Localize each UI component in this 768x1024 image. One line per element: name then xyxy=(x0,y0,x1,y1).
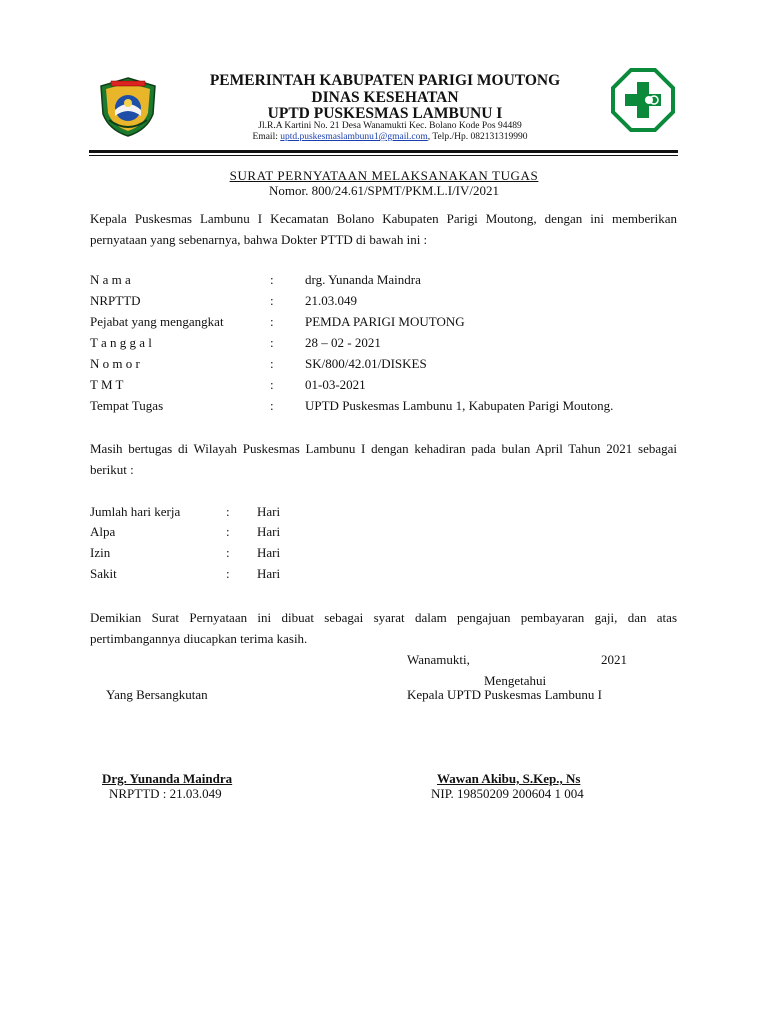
acknowledged-label: Mengetahui xyxy=(484,673,547,688)
field-value: drg. Yunanda Maindra xyxy=(305,272,421,287)
header-unit: UPTD PUSKESMAS LAMBUNU I xyxy=(267,105,503,122)
intro-paragraph: Kepala Puskesmas Lambunu I Kecamatan Bolano Kabupaten Parigi Moutong, dengan ini memberikan pernyataan yang sebenarnya, bahwa Dokter PTTD di bawah ini : xyxy=(90,211,677,247)
field-colon: : xyxy=(270,398,274,413)
left-signer-id: NRPTTD : 21.03.049 xyxy=(109,786,222,801)
left-signer-role: Yang Bersangkutan xyxy=(106,687,208,702)
attendance-value: Hari xyxy=(257,504,281,519)
attendance-colon: : xyxy=(226,566,230,581)
field-value: SK/800/42.01/DISKES xyxy=(305,356,427,371)
field-colon: : xyxy=(270,335,274,350)
field-label: N a m a xyxy=(90,272,131,287)
attendance-label: Alpa xyxy=(90,524,116,539)
field-label: Tempat Tugas xyxy=(90,398,164,413)
field-label: T a n g g a l xyxy=(90,335,152,350)
attendance-value: Hari xyxy=(257,524,281,539)
signature-year: 2021 xyxy=(601,652,627,667)
field-colon: : xyxy=(270,272,274,287)
field-colon: : xyxy=(270,293,274,308)
field-label: Pejabat yang mengangkat xyxy=(90,314,224,329)
field-value: 28 – 02 - 2021 xyxy=(305,335,381,350)
right-signer-name: Wawan Akibu, S.Kep., Ns xyxy=(437,771,581,786)
document-title: SURAT PERNYATAAN MELAKSANAKAN TUGAS xyxy=(229,168,539,183)
right-signer-id: NIP. 19850209 200604 1 004 xyxy=(431,786,584,801)
field-value: 21.03.049 xyxy=(305,293,357,308)
header-divider-thick xyxy=(89,150,678,153)
attendance-label: Izin xyxy=(90,545,111,560)
email-link[interactable]: uptd.puskesmaslambunu1@gmail.com xyxy=(280,132,428,142)
right-signer-role: Kepala UPTD Puskesmas Lambunu I xyxy=(407,687,602,702)
field-label: T M T xyxy=(90,377,124,392)
signature-place: Wanamukti, xyxy=(407,652,470,667)
field-value: PEMDA PARIGI MOUTONG xyxy=(305,314,465,329)
attendance-colon: : xyxy=(226,504,230,519)
header-divider-thin xyxy=(89,155,678,156)
attendance-colon: : xyxy=(226,545,230,560)
field-colon: : xyxy=(270,377,274,392)
header-contact xyxy=(150,132,630,142)
email-label: Email: xyxy=(252,132,281,142)
attendance-label: Jumlah hari kerja xyxy=(90,504,181,519)
header-government: PEMERINTAH KABUPATEN PARIGI MOUTONG xyxy=(209,72,561,89)
field-colon: : xyxy=(270,356,274,371)
left-signer-name: Drg. Yunanda Maindra xyxy=(102,771,233,786)
document-number: Nomor. 800/24.61/SPMT/PKM.L.I/IV/2021 xyxy=(268,183,500,198)
header-address: Jl.R.A Kartini No. 21 Desa Wanamukti Kec. Bolano Kode Pos 94489 xyxy=(258,121,522,131)
phone-text: , Telp./Hp. 082131319990 xyxy=(427,132,528,142)
field-value: 01-03-2021 xyxy=(305,377,366,392)
field-label: N o m o r xyxy=(90,356,140,371)
attendance-value: Hari xyxy=(257,566,281,581)
attendance-paragraph: Masih bertugas di Wilayah Puskesmas Lambunu I dengan kehadiran pada bulan April Tahun 2021 sebagai berikut : xyxy=(90,441,677,477)
field-colon: : xyxy=(270,314,274,329)
header-department: DINAS KESEHATAN xyxy=(311,89,459,106)
field-value: UPTD Puskesmas Lambunu 1, Kabupaten Parigi Moutong. xyxy=(305,398,614,413)
closing-paragraph: Demikian Surat Pernyataan ini dibuat sebagai syarat dalam pengajuan pembayaran gaji, dan atas pertimbangannya diucapkan terima kasih. xyxy=(90,610,677,646)
field-label: NRPTTD xyxy=(90,293,141,308)
attendance-colon: : xyxy=(226,524,230,539)
attendance-label: Sakit xyxy=(90,566,117,581)
attendance-value: Hari xyxy=(257,545,281,560)
